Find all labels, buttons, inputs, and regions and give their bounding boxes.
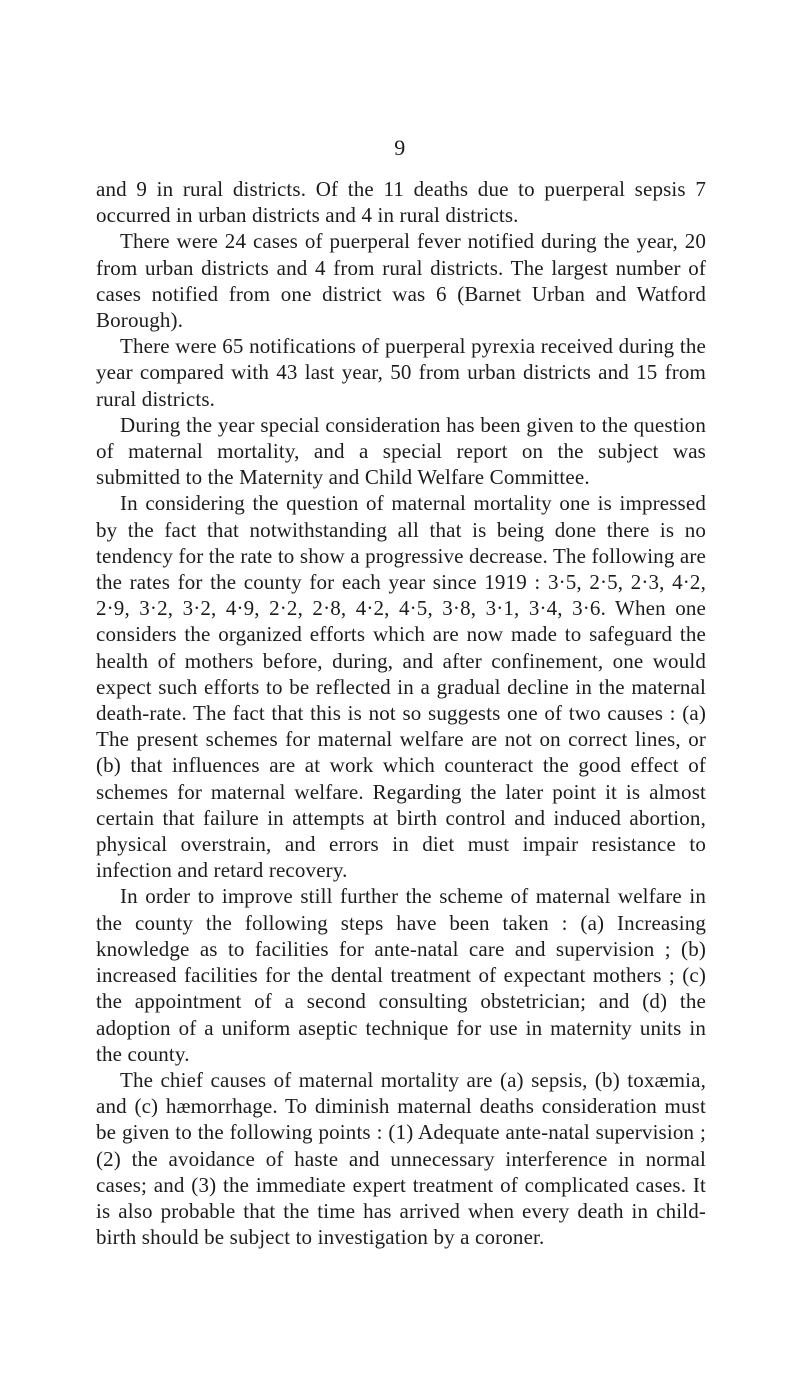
paragraph: and 9 in rural districts. Of the 11 deaths due to puerperal sepsis 7 occurred in urban districts and 4 in rural districts. — [96, 177, 706, 228]
paragraph: In order to improve still further the scheme of maternal welfare in the county the following steps have been taken : (a) Increasing knowledge as to facilities for ante-natal care and supervision ; (b) increased facilities for the dental treatment of expectant mothers ; (c) the appointment of a second consulting obstetrician; and (d) the adoption of a uniform aseptic technique for use in maternity units in the county. — [96, 884, 706, 1066]
paragraph: In considering the question of maternal mortality one is impressed by the fact that notwithstanding all that is being done there is no tendency for the rate to show a progressive decrease. The following are the rates for the county for each year since 1919 : 3·5, 2·5, 2·3, 4·2, 2·9, 3·2, 3·2, 4·9, 2·2, 2·8, 4·2, 4·5, 3·8, 3·1, 3·4, 3·6. When one considers the organized efforts which are now made to safeguard the health of mothers before, during, and after confinement, one would expect such efforts to be reflected in a gradual decline in the maternal death-rate. The fact that this is not so suggests one of two causes : (a) The present schemes for maternal welfare are not on correct lines, or (b) that influences are at work which counteract the good effect of schemes for maternal welfare. Regarding the later point it is almost certain that failure in attempts at birth control and induced abortion, physical overstrain, and errors in diet must impair resistance to infection and retard recovery. — [96, 491, 706, 883]
paragraph: There were 24 cases of puerperal fever notified during the year, 20 from urban districts and 4 from rural districts. The largest number of cases notified from one district was 6 (Barnet Urban and Watford Borough). — [96, 229, 706, 333]
page-number: 9 — [394, 135, 406, 160]
paragraph: During the year special consideration has been given to the question of maternal mortality, and a special report on the subject was submitted to the Maternity and Child Welfare Committee. — [96, 412, 706, 490]
body-text — [96, 176, 706, 1250]
paragraph: There were 65 notifications of puerperal pyrexia received during the year compared with 43 last year, 50 from urban districts and 15 from rural districts. — [96, 334, 706, 411]
paragraph: The chief causes of maternal mortality are (a) sepsis, (b) toxæmia, and (c) hæmorrhage. To diminish maternal deaths consideration must be given to the following points : (1) Adequate ante-natal supervision ; (2) the avoidance of haste and unnecessary interference in normal cases; and (3) the immediate expert treatment of complicated cases. It is also probable that the time has arrived when every death in child-birth should be subject to investigation by a coroner. — [96, 1067, 706, 1250]
